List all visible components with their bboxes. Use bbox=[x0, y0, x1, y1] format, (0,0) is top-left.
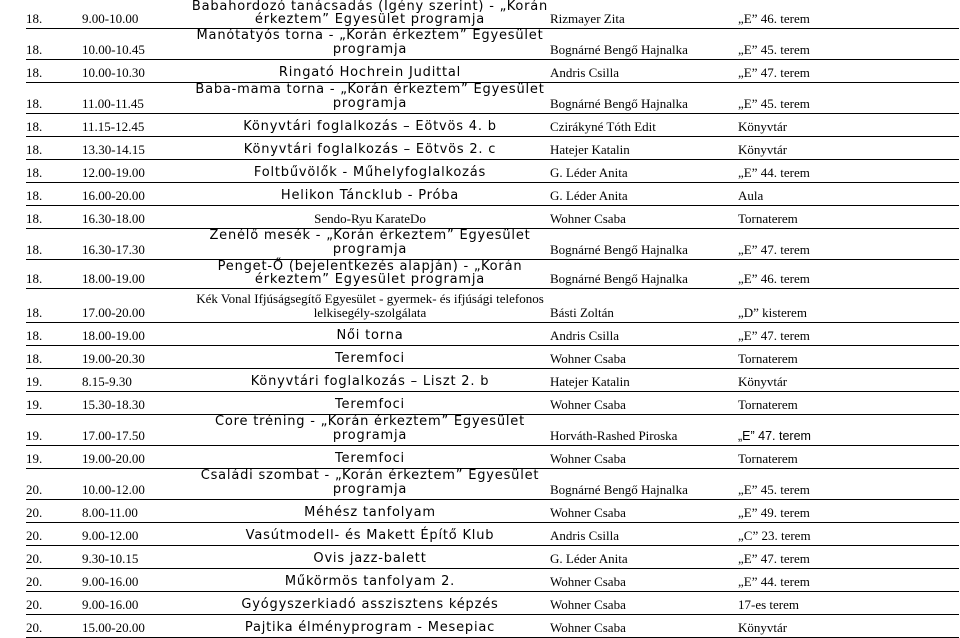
day-cell: 18. bbox=[26, 83, 82, 114]
day-cell: 18. bbox=[26, 229, 82, 260]
day-cell: 20. bbox=[26, 469, 82, 500]
event-cell: Teremfoci bbox=[190, 392, 550, 415]
table-row bbox=[26, 392, 959, 415]
table-row bbox=[26, 114, 959, 137]
time-cell: 16.30-17.30 bbox=[82, 229, 190, 260]
person-cell: Hatejer Katalin bbox=[550, 137, 738, 160]
table-row bbox=[26, 260, 959, 289]
time-cell: 9.00-12.00 bbox=[82, 523, 190, 546]
time-cell: 15.30-18.30 bbox=[82, 392, 190, 415]
event-cell: Babahordozó tanácsadás (Igény szerint) - „Korán érkeztem” Egyesület programja bbox=[191, 0, 549, 27]
time-cell: 16.00-20.00 bbox=[82, 183, 190, 206]
event-cell: Sendo-Ryu KarateDo bbox=[190, 206, 550, 229]
person-cell: Bognárné Bengő Hajnalka bbox=[550, 83, 738, 114]
event-cell: Vasútmodell- és Makett Építő Klub bbox=[190, 523, 550, 546]
table-row bbox=[26, 446, 959, 469]
table-row bbox=[26, 289, 959, 323]
day-cell: 18. bbox=[26, 160, 82, 183]
time-cell: 8.15-9.30 bbox=[82, 369, 190, 392]
table-row bbox=[26, 29, 959, 60]
place-cell: „E” 46. terem bbox=[738, 0, 959, 29]
event-cell: Kék Vonal Ifjúságsegítő Egyesület - gyermek- és ifjúsági telefonos lelkisegély-szolgálata bbox=[190, 289, 550, 323]
person-cell: Wohner Csaba bbox=[550, 500, 738, 523]
place-cell: Tornaterem bbox=[738, 206, 959, 229]
table-row bbox=[26, 60, 959, 83]
event-cell: Pajtika élményprogram - Mesepiac bbox=[190, 615, 550, 638]
time-cell: 10.00-10.30 bbox=[82, 60, 190, 83]
day-cell: 19. bbox=[26, 415, 82, 446]
place-cell: Könyvtár bbox=[738, 615, 959, 638]
table-row bbox=[26, 83, 959, 114]
time-cell: 9.00-16.00 bbox=[82, 569, 190, 592]
place-cell: 17-es terem bbox=[738, 592, 959, 615]
place-cell: Aula bbox=[738, 183, 959, 206]
person-cell: Wohner Csaba bbox=[550, 592, 738, 615]
person-cell: Czirákyné Tóth Edit bbox=[550, 114, 738, 137]
place-cell: „C” 23. terem bbox=[738, 523, 959, 546]
time-cell: 15.00-20.00 bbox=[82, 615, 190, 638]
event-cell: Ovis jazz-balett bbox=[190, 546, 550, 569]
place-cell: „E” 47. terem bbox=[738, 415, 959, 446]
event-cell: Könyvtári foglalkozás – Eötvös 4. b bbox=[190, 114, 550, 137]
table-row bbox=[26, 0, 959, 29]
event-cell: Teremfoci bbox=[190, 446, 550, 469]
person-cell: Hatejer Katalin bbox=[550, 369, 738, 392]
day-cell: 20. bbox=[26, 523, 82, 546]
time-cell: 11.00-11.45 bbox=[82, 83, 190, 114]
time-cell: 19.00-20.00 bbox=[82, 446, 190, 469]
table-row bbox=[26, 206, 959, 229]
day-cell: 18. bbox=[26, 183, 82, 206]
table-row bbox=[26, 183, 959, 206]
place-cell: „E” 45. terem bbox=[738, 29, 959, 60]
event-cell: Könyvtári foglalkozás – Eötvös 2. c bbox=[190, 137, 550, 160]
event-cell: Baba-mama torna - „Korán érkeztem” Egyesület programja bbox=[190, 83, 550, 114]
place-cell: Tornaterem bbox=[738, 392, 959, 415]
day-cell: 18. bbox=[26, 289, 82, 323]
table-row bbox=[26, 346, 959, 369]
place-cell: Könyvtár bbox=[738, 114, 959, 137]
event-cell: Ringató Hochrein Judittal bbox=[190, 60, 550, 83]
schedule-table bbox=[26, 0, 959, 638]
day-cell: 18. bbox=[26, 346, 82, 369]
table-row bbox=[26, 500, 959, 523]
event-cell: Könyvtári foglalkozás – Liszt 2. b bbox=[190, 369, 550, 392]
time-cell: 16.30-18.00 bbox=[82, 206, 190, 229]
event-cell: Foltbűvölők - Műhelyfoglalkozás bbox=[190, 160, 550, 183]
time-cell: 18.00-19.00 bbox=[82, 323, 190, 346]
day-cell: 19. bbox=[26, 369, 82, 392]
place-cell: Tornaterem bbox=[738, 446, 959, 469]
place-cell: „E” 44. terem bbox=[738, 569, 959, 592]
event-cell: Női torna bbox=[190, 323, 550, 346]
place-cell: „E” 47. terem bbox=[738, 323, 959, 346]
event-cell: Gyógyszerkiadó asszisztens képzés bbox=[190, 592, 550, 615]
place-cell: „E” 45. terem bbox=[738, 83, 959, 114]
time-cell: 19.00-20.30 bbox=[82, 346, 190, 369]
person-cell: Bognárné Bengő Hajnalka bbox=[550, 260, 738, 289]
table-row bbox=[26, 160, 959, 183]
day-cell: 18. bbox=[26, 29, 82, 60]
day-cell: 18. bbox=[26, 137, 82, 160]
time-cell: 10.00-12.00 bbox=[82, 469, 190, 500]
person-cell: Andris Csilla bbox=[550, 523, 738, 546]
table-row bbox=[26, 523, 959, 546]
place-cell: „E” 45. terem bbox=[738, 469, 959, 500]
day-cell: 18. bbox=[26, 260, 82, 289]
table-row bbox=[26, 229, 959, 260]
table-row bbox=[26, 546, 959, 569]
table-row bbox=[26, 415, 959, 446]
time-cell: 9.30-10.15 bbox=[82, 546, 190, 569]
person-cell: Wohner Csaba bbox=[550, 392, 738, 415]
person-cell: Andris Csilla bbox=[550, 60, 738, 83]
place-cell: Könyvtár bbox=[738, 137, 959, 160]
event-cell: Helikon Táncklub - Próba bbox=[190, 183, 550, 206]
person-cell: Wohner Csaba bbox=[550, 615, 738, 638]
day-cell: 19. bbox=[26, 392, 82, 415]
event-cell: Zenélő mesék - „Korán érkeztem” Egyesület programja bbox=[190, 229, 550, 260]
time-cell: 11.15-12.45 bbox=[82, 114, 190, 137]
event-cell: Méhész tanfolyam bbox=[190, 500, 550, 523]
day-cell: 20. bbox=[26, 615, 82, 638]
person-cell: G. Léder Anita bbox=[550, 546, 738, 569]
table-row bbox=[26, 469, 959, 500]
time-cell: 9.00-16.00 bbox=[82, 592, 190, 615]
time-cell: 13.30-14.15 bbox=[82, 137, 190, 160]
person-cell: Bognárné Bengő Hajnalka bbox=[550, 469, 738, 500]
person-cell: G. Léder Anita bbox=[550, 160, 738, 183]
day-cell: 20. bbox=[26, 592, 82, 615]
day-cell: 18. bbox=[26, 60, 82, 83]
day-cell: 20. bbox=[26, 546, 82, 569]
time-cell: 12.00-19.00 bbox=[82, 160, 190, 183]
table-row bbox=[26, 137, 959, 160]
place-cell: „E” 46. terem bbox=[738, 260, 959, 289]
person-cell: Rizmayer Zita bbox=[550, 0, 738, 29]
table-row bbox=[26, 592, 959, 615]
person-cell: Wohner Csaba bbox=[550, 206, 738, 229]
place-cell: Könyvtár bbox=[738, 369, 959, 392]
place-cell: Tornaterem bbox=[738, 346, 959, 369]
time-cell: 17.00-20.00 bbox=[82, 289, 190, 323]
time-cell: 17.00-17.50 bbox=[82, 415, 190, 446]
time-cell: 18.00-19.00 bbox=[82, 260, 190, 289]
person-cell: Andris Csilla bbox=[550, 323, 738, 346]
place-cell: „E” 47. terem bbox=[738, 229, 959, 260]
table-row bbox=[26, 615, 959, 638]
day-cell: 18. bbox=[26, 114, 82, 137]
day-cell: 20. bbox=[26, 500, 82, 523]
event-cell: Core tréning - „Korán érkeztem” Egyesület programja bbox=[190, 415, 550, 446]
day-cell: 19. bbox=[26, 446, 82, 469]
person-cell: Básti Zoltán bbox=[550, 289, 738, 323]
person-cell: G. Léder Anita bbox=[550, 183, 738, 206]
table-row bbox=[26, 569, 959, 592]
place-cell: „E” 49. terem bbox=[738, 500, 959, 523]
event-cell: Penget-Ő (bejelentkezés alapján) - „Korán érkeztem” Egyesület programja bbox=[190, 260, 550, 289]
day-cell: 18. bbox=[26, 323, 82, 346]
table-row bbox=[26, 323, 959, 346]
person-cell: Wohner Csaba bbox=[550, 346, 738, 369]
time-cell: 9.00-10.00 bbox=[82, 0, 190, 29]
person-cell: Wohner Csaba bbox=[550, 569, 738, 592]
event-cell: Műkörmös tanfolyam 2. bbox=[190, 569, 550, 592]
day-cell: 18. bbox=[26, 206, 82, 229]
time-cell: 10.00-10.45 bbox=[82, 29, 190, 60]
place-cell: „E” 47. terem bbox=[738, 546, 959, 569]
day-cell: 18. bbox=[26, 0, 82, 29]
table-row bbox=[26, 369, 959, 392]
person-cell: Bognárné Bengő Hajnalka bbox=[550, 229, 738, 260]
schedule-body bbox=[26, 0, 959, 638]
event-cell: Családi szombat - „Korán érkeztem” Egyesület programja bbox=[190, 469, 550, 500]
place-cell: „D” kisterem bbox=[738, 289, 959, 323]
day-cell: 20. bbox=[26, 569, 82, 592]
event-cell: Manótatyós torna - „Korán érkeztem” Egyesület programja bbox=[190, 29, 550, 60]
event-cell: Teremfoci bbox=[190, 346, 550, 369]
place-cell: „E” 44. terem bbox=[738, 160, 959, 183]
time-cell: 8.00-11.00 bbox=[82, 500, 190, 523]
person-cell: Bognárné Bengő Hajnalka bbox=[550, 29, 738, 60]
person-cell: Horváth-Rashed Piroska bbox=[550, 415, 738, 446]
place-cell: „E” 47. terem bbox=[738, 60, 959, 83]
person-cell: Wohner Csaba bbox=[550, 446, 738, 469]
